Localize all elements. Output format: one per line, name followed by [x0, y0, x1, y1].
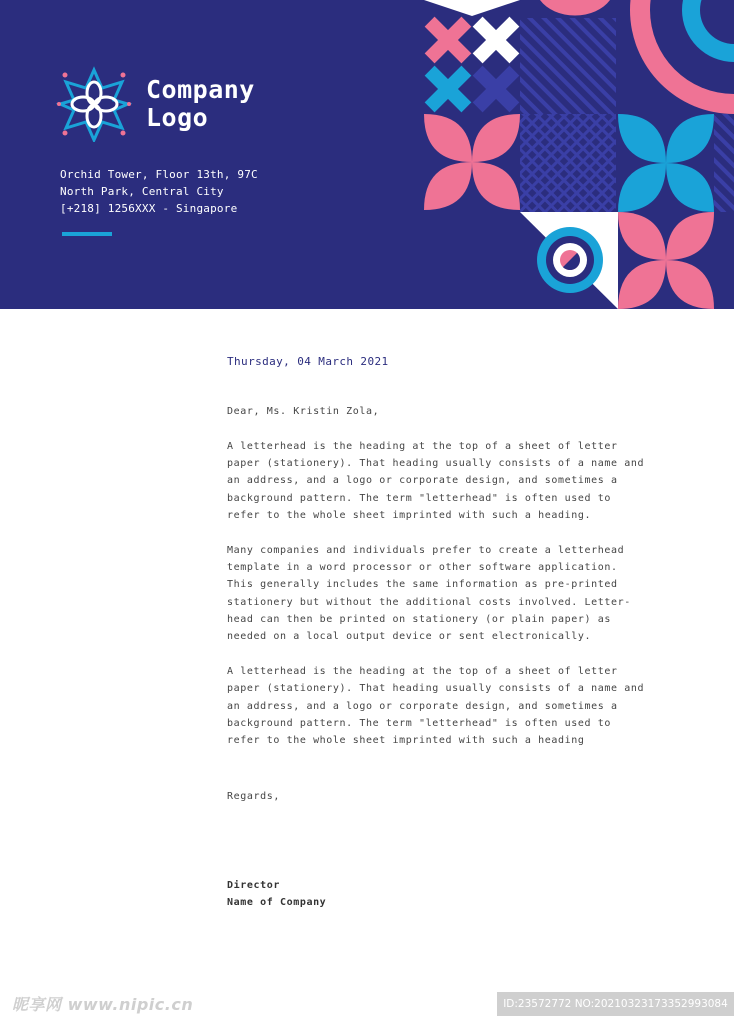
signature-block — [227, 877, 647, 911]
address-line-3: [+218] 1256XXX - Singapore — [60, 202, 238, 215]
flower-logo-icon — [56, 66, 132, 142]
geometric-pattern-decoration — [424, 0, 734, 309]
company-logo-text — [146, 76, 255, 132]
closing: Regards, — [227, 791, 280, 803]
accent-divider — [62, 232, 112, 236]
watermark-id-bar: ID:23572772 NO:20210323173352993084 — [497, 992, 734, 1016]
letterhead-header — [0, 0, 734, 309]
logo-line-1: Company — [146, 75, 255, 104]
signature-company: Name of Company — [227, 897, 327, 909]
paragraph-3: A letterhead is the heading at the top of a sheet of letter paper (stationery). That heading usually consists of a name and an address, and a logo or corporate design, and sometimes a background pattern. The term "letterhead" is often used to refer to the whole sheet imprinted with such a heading — [227, 666, 645, 747]
letter-date: Thursday, 04 March 2021 — [227, 355, 389, 368]
paragraph-1: A letterhead is the heading at the top of a sheet of letter paper (stationery). That heading usually consists of a name and an address, and a logo or corporate design, and sometimes a background pattern. The term "letterhead" is often used to refer to the whole sheet imprinted with such a heading. — [227, 441, 645, 521]
watermark-left: 昵享网 www.nipic.cn — [12, 995, 194, 1014]
address-line-2: North Park, Central City — [60, 185, 224, 198]
letter-body — [227, 354, 647, 911]
salutation: Dear, Ms. Kristin Zola, — [227, 406, 380, 417]
signature-title: Director — [227, 880, 280, 892]
company-address — [60, 166, 258, 217]
paragraph-2: Many companies and individuals prefer to create a letterhead template in a word processor or other software application. This generally includes the same information as pre-printed stationery but without the additional costs involved. Letter- head can then be printed on stationery (or plain paper) as needed on a local output device or sent electronically. — [227, 545, 631, 643]
address-line-1: Orchid Tower, Floor 13th, 97C — [60, 168, 258, 181]
logo-line-2: Logo — [146, 103, 209, 132]
